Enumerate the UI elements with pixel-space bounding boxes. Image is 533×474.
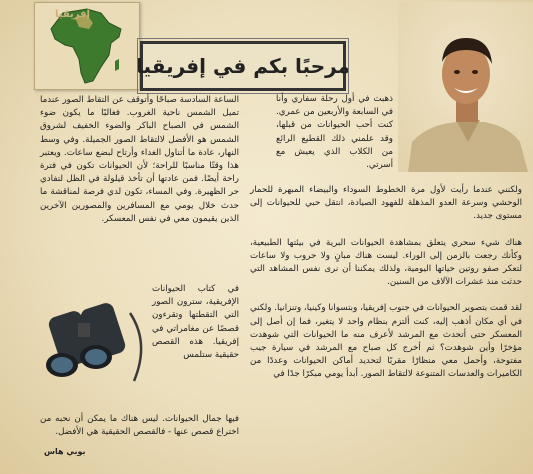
binoculars-image	[38, 283, 154, 403]
text-column-right-top	[276, 93, 393, 185]
africa-map	[34, 2, 140, 90]
author-portrait	[398, 2, 533, 172]
title-banner	[136, 41, 350, 91]
page-title: مرحبًا بكم في إفريقيا	[136, 54, 350, 78]
map-label: إفريقيا	[55, 9, 90, 20]
paragraph: فيها جمال الحيوانات. ليس هناك ما يمكن أن نحبه من اختراع قصص عنها - فالقصص الحقيقية هي الأفضل.	[40, 414, 239, 438]
paragraph: لقد قمت بتصوير الحيوانات في جنوب إفريقيا، وبتسوانا وكينيا، وتنزانيا. ولكني في أي مكان أذهب إليه، كنت ألتزم بنظام واحد لا يتغير، فما إن أصل إلى المعسكر حتى أتحدث مع المرشد لأعرف منه ما الحيوانات التي شوهدت مؤخرًا وأين شوهدت؟ ثم أخرج كل صباح مع المرشد في سيارة جيب مفتوحة، وأحمل معي منظارًا مقربًا لتحديد أماكن الحيوانات وعددًا من الكاميرات والعدسات المتنوعة لالتقاط الصور. أبدأ يومي مبكرًا جدًا في	[250, 303, 522, 380]
paragraph: ذهبت في أول رحلة سفاري وأنا في السابعة والأربعين من عمري. كنت أحب الحيوانات من قبلها، وقد علمني ذلك القطيع الرائع من الكلاب الذي يعيش مع أسرتي.	[276, 94, 393, 171]
binoculars-icon	[38, 283, 154, 403]
text-column-left	[40, 94, 239, 239]
paragraph: ولكنني عندما رأيت لأول مرة الخطوط السوداء والبيضاء المبهرة للحمار الوحشي وسرعة العدو المذهلة للفهود الصيادة، انتقل حبي للحيوانات إلى مستوى جديد.	[250, 185, 522, 222]
paragraph: هناك شيء سحري يتعلق بمشاهدة الحيوانات البرية في بيئتها الطبيعية، وكأنك رجعت بالزمن إلى الوراء. ليست هناك مبانٍ ولا حروب ولا ساعات لتعكر صفو روتين حياتها اليومية، ولذلك يمكننا أن نرى نفس المشاهد التي حدثت منذ عشرات الآلاف من السنين.	[250, 237, 522, 288]
photographer-portrait-image	[398, 2, 533, 172]
text-column-left-bottom	[152, 283, 239, 375]
author-name: بوبي هاس	[44, 447, 86, 456]
paragraph: في كتاب الحيوانات الإفريقية، سترون الصور التي التقطتها وتقرءون قصصًا عن مغامراتي في إفريقيا. هذه القصص حقيقية ستلمس	[152, 284, 239, 361]
paragraph: الساعة السادسة صباحًا وأتوقف عن التقاط الصور عندما تميل الشمس ناحية الغروب. فغالبًا ما يكون ضوء الشمس في الصباح الباكر والضوء الخفيف لشروق الشمس هو الأفضل لالتقاط الصور الجميلة. وفي وسط النهار، عادة ما أتناول الغداء وأرتاح لبضع ساعات. ويعتبر هذا وقتًا مناسبًا للراحة؛ لأن الحيوانات تكون في فترة راحة أيضًا. فمن عادتها أن تأخذ قيلولة في الظل لتفادي حر الظهيرة. وفي المساء، تكون لدي فرصة لمناقشة ما حدث خلال يومي مع المسافرين والمصورين الآخرين الذين يقيمون معي في نفس المعسكر.	[40, 95, 239, 224]
text-column-right	[250, 184, 522, 395]
